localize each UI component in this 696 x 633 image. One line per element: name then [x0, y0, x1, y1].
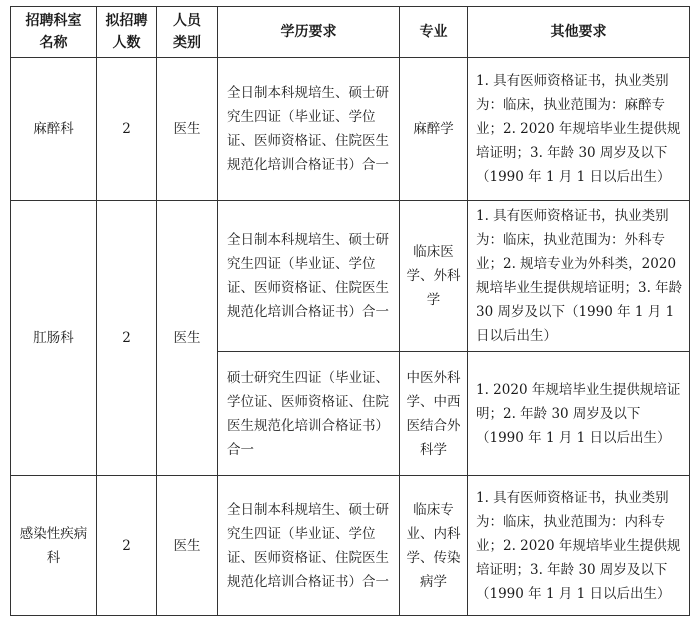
- table-row: [11, 476, 690, 616]
- major-cell: 临床医学、外科学: [400, 201, 468, 352]
- education-cell: 全日制本科规培生、硕士研究生四证（毕业证、学位证、医师资格证、住院医生规范化培训合格证书）合一: [218, 476, 400, 616]
- dept-cell: 肛肠科: [11, 201, 97, 476]
- header-education: 学历要求: [218, 7, 400, 58]
- major-cell: 中医外科学、中西医结合外科学: [400, 352, 468, 476]
- category-cell: 医生: [157, 476, 218, 616]
- header-count: 拟招聘人数: [97, 7, 157, 58]
- education-cell: 全日制本科规培生、硕士研究生四证（毕业证、学位证、医师资格证、住院医生规范化培训合格证书）合一: [218, 201, 400, 352]
- header-other: 其他要求: [468, 7, 690, 58]
- count-cell: 2: [97, 58, 157, 201]
- recruitment-table: [10, 6, 690, 616]
- header-category: 人员类别: [157, 7, 218, 58]
- table-row: [11, 58, 690, 201]
- count-cell: 2: [97, 201, 157, 476]
- other-requirements-cell: 1. 具有医师资格证书，执业类别为：临床，执业范围为：外科专业；2. 规培专业为外科类，2020 规培毕业生提供规培证明；3. 年龄 30 周岁及以下（1990 年 1 月 1 日以后出生）: [468, 201, 690, 352]
- header-major: 专业: [400, 7, 468, 58]
- category-cell: 医生: [157, 58, 218, 201]
- major-cell: 临床专业、内科学、传染病学: [400, 476, 468, 616]
- header-dept: 招聘科室名称: [11, 7, 97, 58]
- education-cell: 全日制本科规培生、硕士研究生四证（毕业证、学位证、医师资格证、住院医生规范化培训合格证书）合一: [218, 58, 400, 201]
- other-requirements-cell: 1. 2020 年规培毕业生提供规培证明；2. 年龄 30 周岁及以下（1990 年 1 月 1 日以后出生）: [468, 352, 690, 476]
- education-cell: 硕士研究生四证（毕业证、学位证、医师资格证、住院医生规范化培训合格证书）合一: [218, 352, 400, 476]
- table-row: [11, 201, 690, 352]
- dept-cell: 麻醉科: [11, 58, 97, 201]
- major-cell: 麻醉学: [400, 58, 468, 201]
- count-cell: 2: [97, 476, 157, 616]
- other-requirements-cell: 1. 具有医师资格证书，执业类别为：临床，执业范围为：内科专业；2. 2020 年规培毕业生提供规培证明；3. 年龄 30 周岁及以下（1990 年 1 月 1 日以后出生）: [468, 476, 690, 616]
- header-row: [11, 7, 690, 58]
- dept-cell: 感染性疾病科: [11, 476, 97, 616]
- category-cell: 医生: [157, 201, 218, 476]
- other-requirements-cell: 1. 具有医师资格证书，执业类别为：临床，执业范围为：麻醉专业；2. 2020 年规培毕业生提供规培证明；3. 年龄 30 周岁及以下（1990 年 1 月 1 日以后出生）: [468, 58, 690, 201]
